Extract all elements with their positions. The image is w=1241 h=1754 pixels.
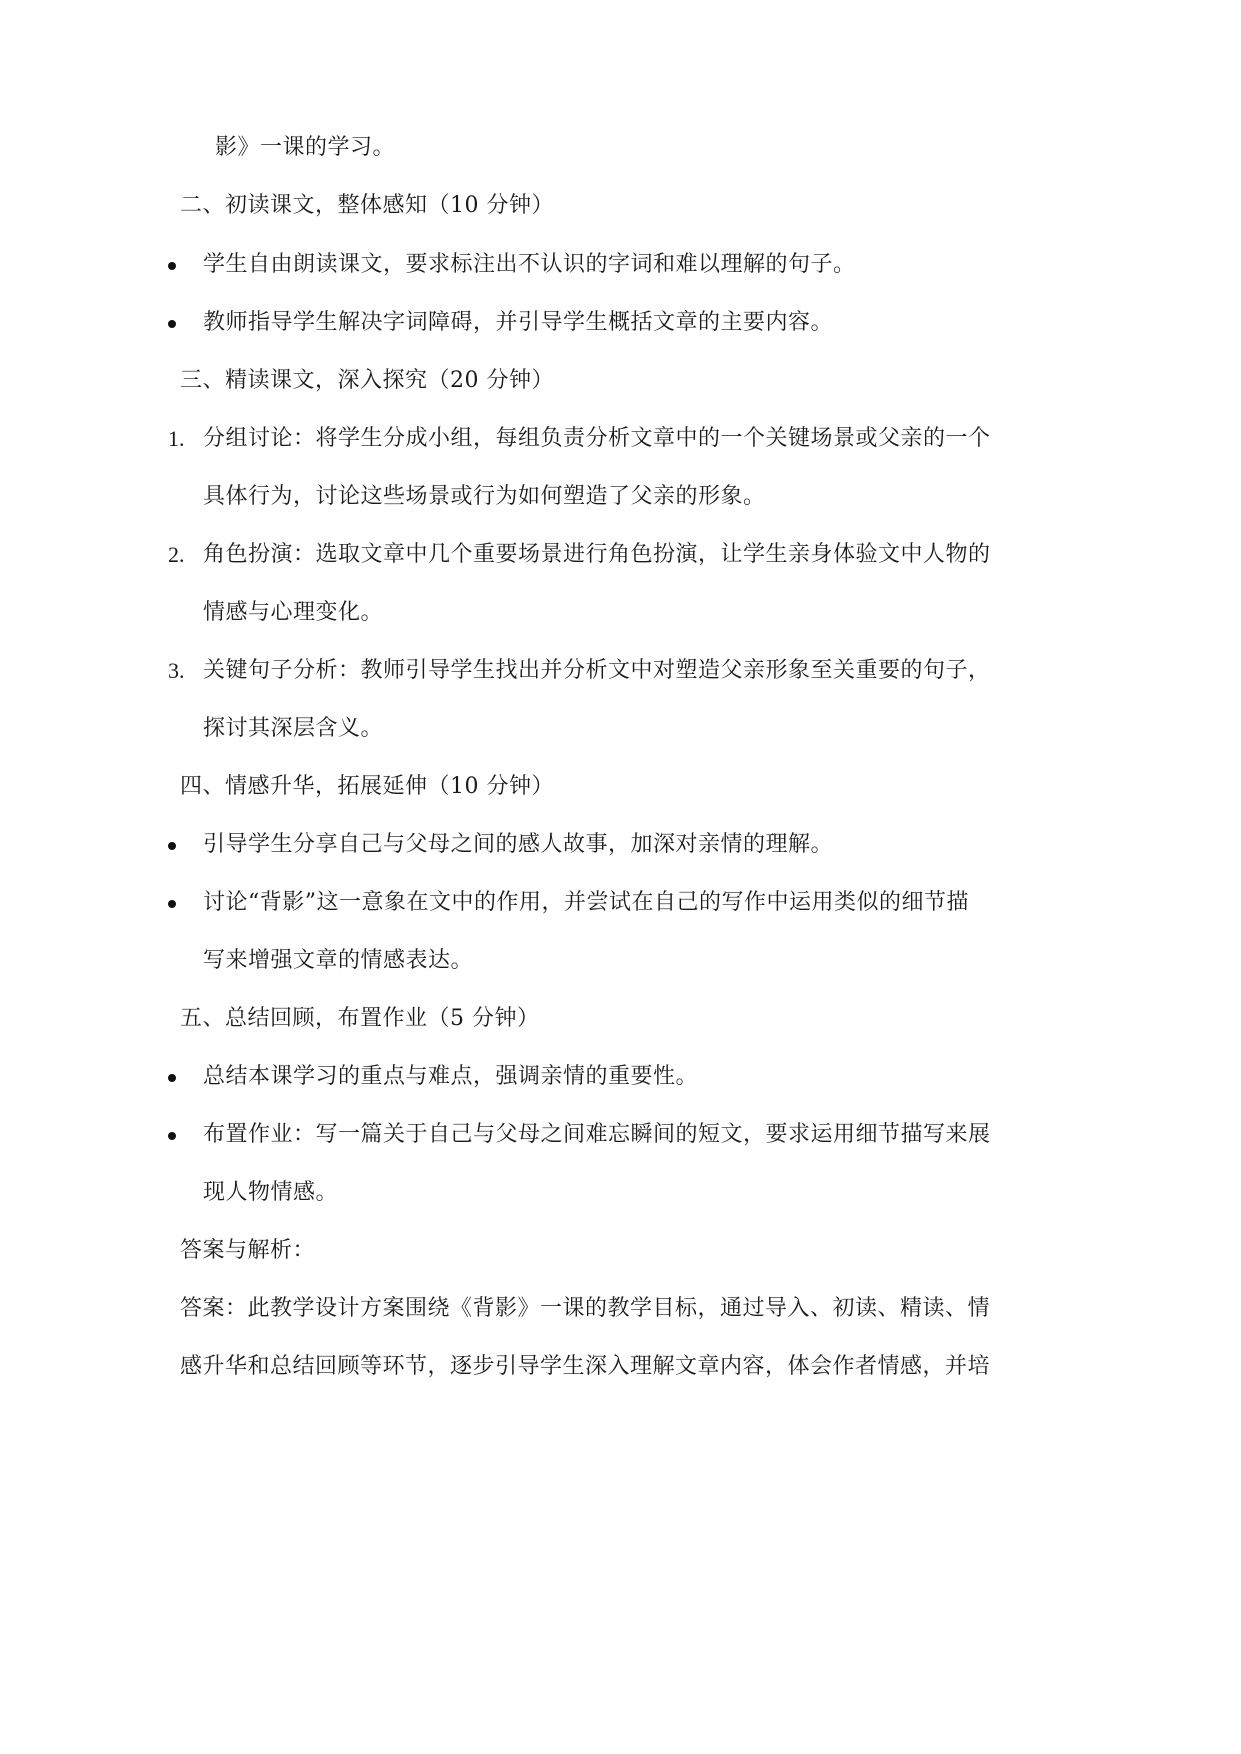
section-3-item-1-line-2: 具体行为，讨论这些场景或行为如何塑造了父亲的形象。 — [203, 484, 766, 509]
section-5-bullet-2-line-2: 现人物情感。 — [203, 1180, 339, 1205]
bullet-dot-icon — [168, 1132, 176, 1140]
section-3-item-3-line-1: 关键句子分析：教师引导学生找出并分析文中对塑造父亲形象至关重要的句子， — [203, 658, 991, 683]
bullet-dot-icon — [168, 842, 176, 850]
list-number-3: 3. — [168, 658, 185, 683]
bullet-dot-icon — [168, 1074, 176, 1082]
section-4-bullet-2-line-1: 讨论“背影”这一意象在文中的作用，并尝试在自己的写作中运用类似的细节描 — [203, 890, 969, 915]
list-number-2: 2. — [168, 542, 185, 567]
intro-tail-line: 影》一课的学习。 — [215, 135, 396, 160]
section-5-bullet-2-line-1: 布置作业：写一篇关于自己与父母之间难忘瞬间的短文，要求运用细节描写来展 — [203, 1122, 991, 1147]
section-3-item-3-line-2: 探讨其深层含义。 — [203, 716, 384, 741]
bullet-dot-icon — [168, 900, 176, 908]
list-number-1: 1. — [168, 426, 185, 451]
section-3-item-2-line-2: 情感与心理变化。 — [203, 600, 384, 625]
answer-paragraph-line-1: 答案：此教学设计方案围绕《背影》一课的教学目标，通过导入、初读、精读、情 — [180, 1296, 991, 1321]
bullet-dot-icon — [168, 320, 176, 328]
section-3-item-2-line-1: 角色扮演：选取文章中几个重要场景进行角色扮演，让学生亲身体验文中人物的 — [203, 542, 991, 567]
section-3-heading: 三、精读课文，深入探究（20 分钟） — [180, 368, 554, 393]
section-4-heading: 四、情感升华，拓展延伸（10 分钟） — [180, 774, 554, 799]
section-2-bullet-2: 教师指导学生解决字词障碍，并引导学生概括文章的主要内容。 — [203, 310, 834, 335]
answer-heading: 答案与解析： — [180, 1238, 316, 1263]
section-3-item-1-line-1: 分组讨论：将学生分成小组，每组负责分析文章中的一个关键场景或父亲的一个 — [203, 426, 991, 451]
section-5-bullet-1: 总结本课学习的重点与难点，强调亲情的重要性。 — [203, 1064, 699, 1089]
section-5-heading: 五、总结回顾，布置作业（5 分钟） — [180, 1006, 540, 1031]
section-2-heading: 二、初读课文，整体感知（10 分钟） — [180, 193, 554, 218]
bullet-dot-icon — [168, 262, 176, 270]
answer-paragraph-line-2: 感升华和总结回顾等环节，逐步引导学生深入理解文章内容，体会作者情感，并培 — [180, 1354, 991, 1379]
section-2-bullet-1: 学生自由朗读课文，要求标注出不认识的字词和难以理解的句子。 — [203, 252, 856, 277]
section-4-bullet-2-line-2: 写来增强文章的情感表达。 — [203, 948, 474, 973]
section-4-bullet-1: 引导学生分享自己与父母之间的感人故事，加深对亲情的理解。 — [203, 832, 834, 857]
